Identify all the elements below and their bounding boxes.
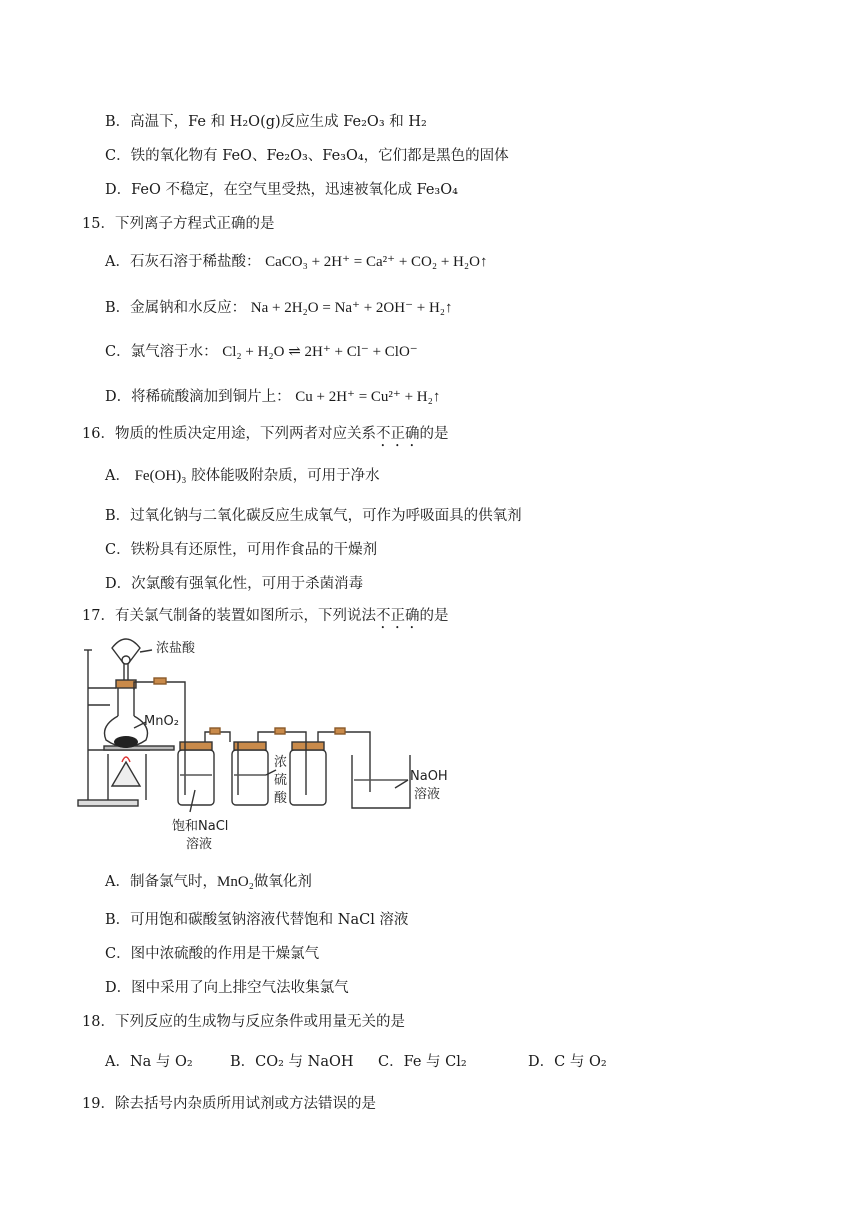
q14-option-d: D．FeO 不稳定，在空气里受热，迅速被氧化成 Fe₃O₄ [105, 182, 458, 198]
label-conc-h2so4-1: 浓 [274, 755, 288, 770]
bottle-nacl [178, 750, 214, 805]
q17-stem-post: 的是 [419, 608, 449, 624]
q16-stem [82, 424, 448, 450]
q16-option-b: B．过氧化钠与二氧化碳反应生成氧气，可作为呼吸面具的供氧剂 [105, 508, 522, 524]
label-mno2: MnO₂ [144, 714, 179, 729]
q15-option-d [105, 387, 440, 407]
q17-a-formula: MnO₂ [216, 874, 254, 890]
label-conc-h2so4-2: 硫 [274, 773, 288, 788]
q18-option-d: D．C 与 O₂ [528, 1054, 607, 1070]
q17-option-c: C．图中浓硫酸的作用是干燥氯气 [105, 946, 320, 962]
q17-stem-pre: 17．有关氯气制备的装置如图所示，下列说法 [82, 608, 376, 624]
q15-option-c [105, 342, 418, 362]
q16-option-d: D．次氯酸有强氧化性，可用于杀菌消毒 [105, 576, 364, 592]
q15-a-text: A．石灰石溶于稀盐酸： [105, 254, 261, 270]
q16-option-a [105, 466, 380, 486]
q15-b-equation: Na + 2H₂O = Na⁺ + 2OH⁻ + H₂↑ [250, 300, 453, 316]
q16-option-c: C．铁粉具有还原性，可用作食品的干燥剂 [105, 542, 378, 558]
q17-option-b: B．可用饱和碳酸氢钠溶液代替饱和 NaCl 溶液 [105, 912, 409, 928]
beaker-naoh [352, 755, 410, 808]
q16-stem-post: 的是 [419, 426, 449, 442]
q18-option-b: B．CO₂ 与 NaOH [230, 1054, 354, 1070]
q16-stem-pre: 16．物质的性质决定用途，下列两者对应关系 [82, 426, 376, 442]
q14-option-c: C．铁的氧化物有 FeO、Fe₂O₃、Fe₃O₄，它们都是黑色的固体 [105, 148, 509, 164]
q15-c-equation: Cl₂ + H₂O ⇌ 2H⁺ + Cl⁻ + ClO⁻ [222, 344, 418, 360]
q17-a-post: 做氧化剂 [253, 874, 312, 890]
q16-a-formula: Fe(OH)₃ [134, 468, 187, 484]
stand-base [78, 800, 138, 806]
q16-stem-emphasis: 不正确 [375, 426, 420, 442]
q15-option-a [105, 252, 487, 272]
q15-c-text: C．氯气溶于水： [105, 344, 218, 360]
q18-stem: 18．下列反应的生成物与反应条件或用量无关的是 [82, 1014, 405, 1030]
label-naoh-1: NaOH [410, 769, 448, 784]
q14-option-b: B．高温下，Fe 和 H₂O(g)反应生成 Fe₂O₃ 和 H₂ [105, 114, 427, 130]
label-conc-hcl: 浓盐酸 [156, 641, 196, 656]
q17-option-a [105, 872, 312, 892]
q15-b-text: B．金属钠和水反应： [105, 300, 247, 316]
mno2-solid [114, 736, 138, 748]
q15-d-text: D．将稀硫酸滴加到铜片上： [105, 389, 291, 405]
chlorine-apparatus-figure [70, 630, 470, 860]
label-conc-h2so4-3: 酸 [274, 791, 288, 806]
q18-option-c: C．Fe 与 Cl₂ [378, 1054, 467, 1070]
wire-gauze [104, 746, 174, 750]
q15-option-b [105, 298, 453, 318]
q15-d-equation: Cu + 2H⁺ = Cu²⁺ + H₂↑ [295, 389, 441, 405]
label-naoh-2: 溶液 [414, 787, 441, 802]
separatory-funnel [112, 639, 140, 682]
label-nacl-1: 饱和NaCl [172, 819, 229, 834]
q15-a-equation: CaCO₃ + 2H⁺ = Ca²⁺ + CO₂ + H₂O↑ [265, 254, 488, 270]
label-nacl-2: 溶液 [186, 837, 213, 852]
q17-stem-emphasis: 不正确 [375, 608, 420, 624]
alcohol-burner [112, 762, 140, 786]
q19-stem: 19．除去括号内杂质所用试剂或方法错误的是 [82, 1096, 376, 1112]
q17-stem [82, 606, 448, 632]
bottle-collection [290, 750, 326, 805]
q16-a-text: 胶体能吸附杂质，可用于净水 [191, 468, 380, 484]
q17-option-d: D．图中采用了向上排空气法收集氯气 [105, 980, 349, 996]
q18-option-a: A．Na 与 O₂ [105, 1054, 193, 1070]
q16-a-label: A． [105, 468, 130, 484]
q15-stem: 15．下列离子方程式正确的是 [82, 216, 275, 232]
q17-a-pre: A．制备氯气时， [105, 874, 217, 890]
